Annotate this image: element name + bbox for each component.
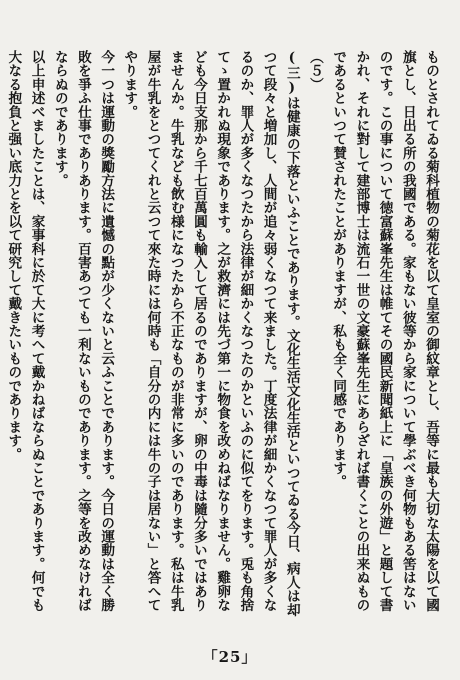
body-text (5, 50, 442, 625)
paragraph: (三)は健康の下落といふことであります。文化生活文化生活といつてゐる今日、病人は却つて段々と増加し、人間が追々弱くなつて来ました。丁度法律が細かくなつて罪人が多くなるのか、罪人が多くなつたから法律が細かくなつたのかといふのに似てをります。兎も角捨てゝ置かれぬ現象であります。之が救濟には先づ第一に物食を改めねばなりません。雞卵なども今日支那から千七百萬圓も輸入して居るのでありますが、卵の中毒は隨分多いではありませんか。牛乳なども飲む様になつたから不正なものが非常に多いのであります。私は牛乳屋が牛乳をとつてくれと云つて來た時には何時も「自分の内には牛の子は居ない」と答へてやります。 (121, 50, 300, 617)
paragraph: ものとされてゐる菊科植物の菊花を以て皇室の御紋章とし、吾等に最も大切な太陽を以て國旗とし、日出る所の我國である。家もない彼等から家について學ぶべき何物もある筈はないのです。この事について徳富蘇峯先生は帷てその國民新聞紙上に「皇族の外遊」と題して書かれ、それに對して建部博士は流石一世の文豪蘇峯先生にあらざれば書くことの出来ぬものであるといつて賛されたことがありますが、私も全く同感であります。 (330, 50, 439, 612)
paragraph: 以上申述べましたことは、家事科に於て大に考へて戴かねばならぬことであります。何でも大なる抱負と强い底力とを以て研究して戴きたいものであります。 (5, 50, 45, 612)
section-heading: （５） (306, 50, 323, 92)
page-number: 「25」 (202, 648, 258, 666)
paragraph: 今一つは運動の獎勵方法に遺憾の點が少くないと云ふことであります。今日の運動は全く勝敗を爭ふ仕事でありあります。百害あつても一利ないものであります。之等を改めなければならぬのであります。 (51, 50, 115, 612)
